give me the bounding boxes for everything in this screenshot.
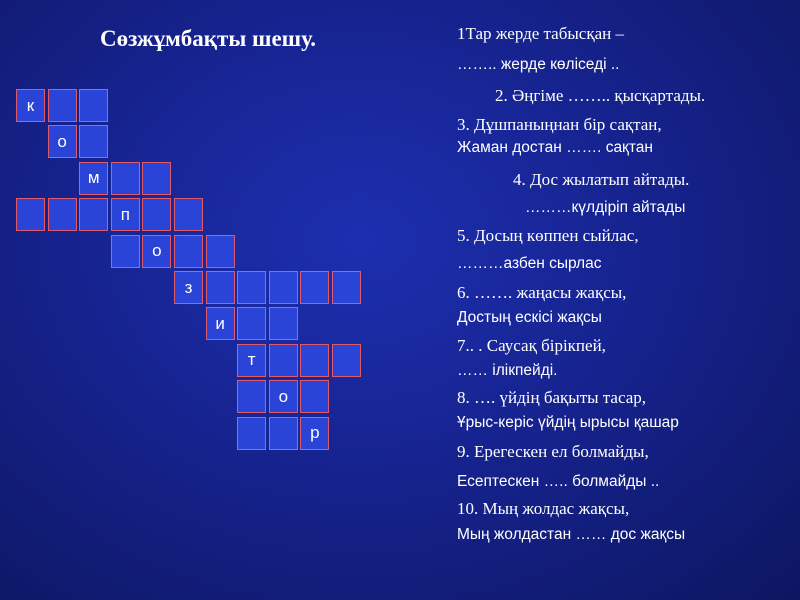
clue-10-line-1: 10. Мың жолдас жақсы, bbox=[457, 499, 630, 518]
crossword-cell-letter[interactable]: м bbox=[79, 162, 108, 195]
clue-7-line-2: …… ілікпейді. bbox=[457, 362, 558, 379]
crossword-cell[interactable] bbox=[300, 344, 329, 377]
clue-5-line-1: 5. Досың көппен сыйлас, bbox=[457, 226, 639, 245]
crossword-cell-letter[interactable]: о bbox=[269, 380, 298, 413]
clue-5-line-2: ………азбен сырлас bbox=[457, 255, 602, 272]
crossword-cell[interactable] bbox=[300, 271, 329, 304]
crossword-cell[interactable] bbox=[48, 89, 77, 122]
clue-4-line-1: 4. Дос жылатып айтады. bbox=[513, 170, 690, 189]
clue-8-line-2: Ұрыс-керіс үйдің ырысы қашар bbox=[457, 414, 679, 431]
crossword-cell[interactable] bbox=[79, 198, 108, 231]
clue-2: 2. Әңгіме …….. қысқартады. bbox=[495, 86, 706, 105]
crossword-cell-letter[interactable]: р bbox=[300, 417, 329, 450]
crossword-cell[interactable] bbox=[174, 235, 203, 268]
crossword-cell[interactable] bbox=[237, 417, 266, 450]
clue-8-line-1: 8. …. үйдің бақыты тасар, bbox=[457, 388, 647, 407]
crossword-cell[interactable] bbox=[269, 307, 298, 340]
crossword-cell[interactable] bbox=[79, 89, 108, 122]
crossword-cell[interactable] bbox=[142, 198, 171, 231]
clue-4-line-2: ………күлдіріп айтады bbox=[525, 199, 686, 216]
crossword-cell-letter[interactable]: о bbox=[142, 235, 171, 268]
clue-10-line-2: Мың жолдастан …… дос жақсы bbox=[457, 526, 686, 543]
crossword-cell-letter[interactable]: и bbox=[206, 307, 235, 340]
clue-6-line-2: Достың ескісі жақсы bbox=[457, 309, 602, 326]
page-title: Сөзжұмбақты шешу. bbox=[100, 26, 317, 51]
crossword-cell[interactable] bbox=[16, 198, 45, 231]
crossword-cell[interactable] bbox=[142, 162, 171, 195]
clue-3-line-2: Жаман достан ……. сақтан bbox=[457, 139, 653, 156]
crossword-cell[interactable] bbox=[111, 162, 140, 195]
clue-1-line-2: …….. жерде көліседі .. bbox=[457, 56, 620, 73]
crossword-cell[interactable] bbox=[300, 380, 329, 413]
crossword-cell[interactable] bbox=[269, 271, 298, 304]
crossword-cell[interactable] bbox=[237, 307, 266, 340]
crossword-cell[interactable] bbox=[111, 235, 140, 268]
clue-9-line-2: Есептескен ….. болмайды .. bbox=[457, 473, 660, 490]
crossword-cell[interactable] bbox=[237, 271, 266, 304]
clue-7-line-1: 7.. . Саусақ бірікпей, bbox=[457, 336, 606, 355]
crossword-cell[interactable] bbox=[206, 235, 235, 268]
crossword-cell[interactable] bbox=[206, 271, 235, 304]
crossword-cell-letter[interactable]: о bbox=[48, 125, 77, 158]
crossword-cell[interactable] bbox=[332, 344, 361, 377]
crossword-cell[interactable] bbox=[269, 417, 298, 450]
crossword-cell[interactable] bbox=[269, 344, 298, 377]
crossword-cell-letter[interactable]: т bbox=[237, 344, 266, 377]
clue-6-line-1: 6. ……. жаңасы жақсы, bbox=[457, 283, 627, 302]
clue-9-line-1: 9. Ерегескен ел болмайды, bbox=[457, 442, 649, 461]
crossword-cell[interactable] bbox=[237, 380, 266, 413]
crossword-cell-letter[interactable]: п bbox=[111, 198, 140, 231]
crossword-cell-letter[interactable]: з bbox=[174, 271, 203, 304]
crossword-cell[interactable] bbox=[332, 271, 361, 304]
crossword-cell-letter[interactable]: к bbox=[16, 89, 45, 122]
crossword-cell[interactable] bbox=[48, 198, 77, 231]
clue-3-line-1: 3. Дұшпаныңнан бір сақтан, bbox=[457, 115, 662, 134]
crossword-cell[interactable] bbox=[79, 125, 108, 158]
clue-1-line-1: 1Тар жерде табысқан – bbox=[457, 24, 624, 43]
crossword-cell[interactable] bbox=[174, 198, 203, 231]
